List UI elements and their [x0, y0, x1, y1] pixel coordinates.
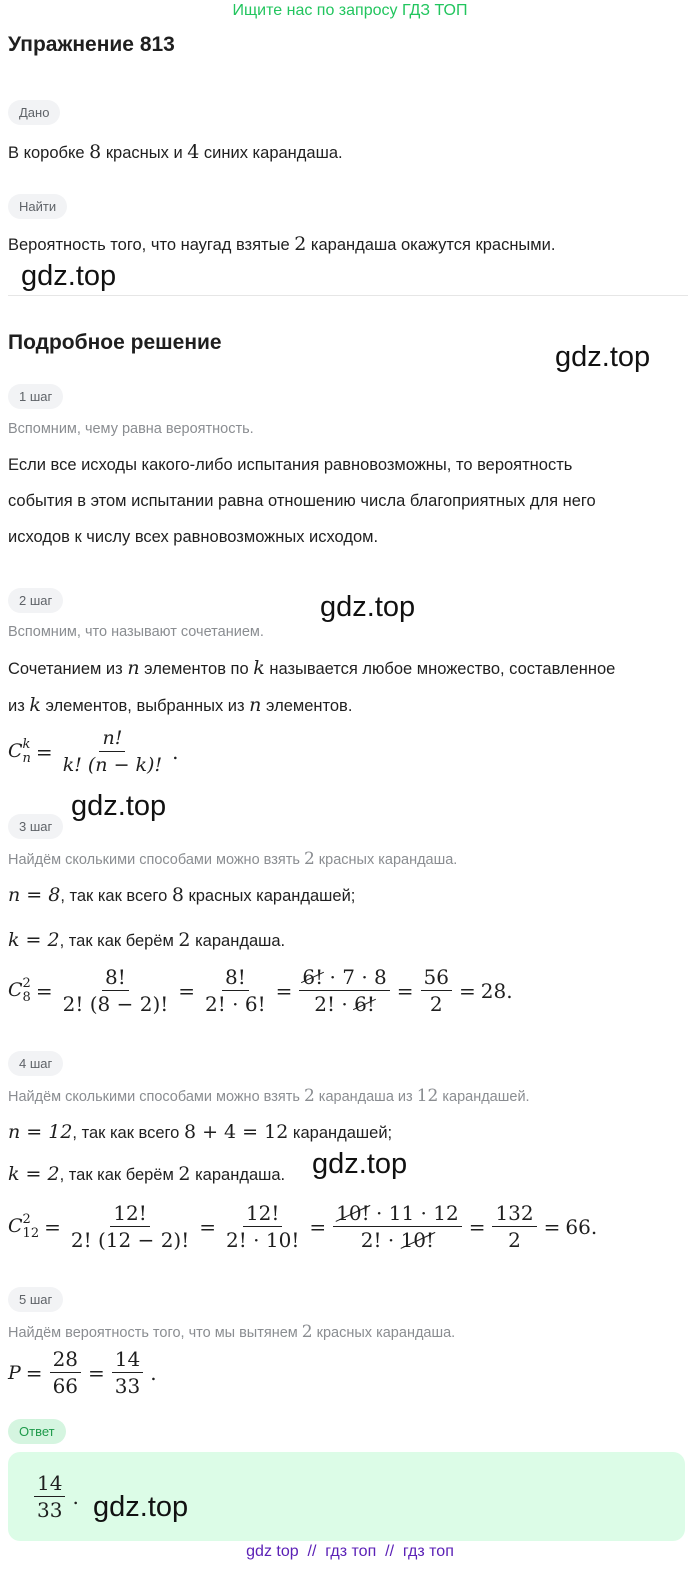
equals: =: [275, 978, 293, 1003]
step-1-text: [8, 447, 688, 555]
denominator: 2! (12 − 2)!: [70, 1228, 190, 1252]
equals: =: [396, 978, 414, 1003]
denominator: 33: [114, 1374, 141, 1398]
numerator: 12!: [110, 1202, 150, 1227]
step-5-pill: 5 шаг: [8, 1287, 63, 1312]
fraction: [421, 966, 452, 1015]
symbol: C: [8, 978, 23, 1001]
math: k = 2: [8, 1163, 60, 1185]
equals: =: [468, 1214, 486, 1239]
text: элементов, выбранных из: [40, 697, 250, 715]
watermark: gdz.top: [93, 1491, 189, 1523]
subscript: 8: [22, 989, 31, 1005]
period: .: [150, 1360, 157, 1385]
superscript: 2: [22, 1211, 31, 1227]
number: 2: [303, 849, 315, 869]
watermark: gdz.top: [71, 790, 167, 822]
text: Сочетанием из: [8, 660, 128, 678]
superscript: 2: [22, 975, 31, 991]
text: называется любое множество, составленное: [264, 660, 616, 678]
step-4-pill: 4 шаг: [8, 1051, 63, 1076]
find-pill: Найти: [8, 194, 67, 219]
answer-value: [32, 1472, 79, 1521]
number: 12: [416, 1086, 439, 1106]
step-2-label: [8, 588, 63, 613]
cancelled-term: 10!: [336, 1201, 370, 1225]
fraction: [333, 1202, 462, 1251]
text: элементов.: [261, 697, 353, 715]
given-text-c: синих карандаша.: [199, 144, 343, 162]
period: .: [172, 739, 179, 764]
step-5-hint: [8, 1322, 455, 1342]
watermark: gdz.top: [555, 341, 651, 373]
denominator: 2! · 6!: [205, 992, 266, 1016]
denominator: 2! (8 − 2)!: [62, 992, 169, 1016]
text: карандашей.: [438, 1089, 530, 1105]
step-4-label: [8, 1051, 63, 1076]
equals: =: [35, 978, 53, 1003]
fraction: [60, 966, 172, 1015]
step-2-hint: Вспомним, что называют сочетанием.: [8, 624, 264, 640]
math: k = 2: [8, 929, 60, 951]
numerator: 12!: [243, 1202, 283, 1227]
find-text: [8, 233, 555, 255]
given-num-a: 8: [89, 141, 102, 163]
numerator: [333, 1202, 462, 1227]
fraction: [68, 1202, 192, 1251]
combination-formula: [8, 727, 178, 776]
top-banner[interactable]: Ищите нас по запросу ГДЗ ТОП: [232, 2, 468, 19]
fraction: [60, 727, 165, 776]
equals: =: [543, 1214, 561, 1239]
find-text-a: Вероятность того, что наугад взятые: [8, 236, 295, 254]
numerator: 8!: [222, 966, 249, 991]
formula-lhs: P: [8, 1361, 21, 1384]
step-1-line: Если все исходы какого-либо испытания равновозможны, то вероятность: [8, 456, 573, 474]
term: · 7 · 8: [323, 965, 387, 989]
math: n = 12: [8, 1121, 73, 1143]
step-1-label: [8, 384, 63, 409]
step-1-line: события в этом испытании равна отношению числа благоприятных для него: [8, 492, 596, 510]
cancelled-term: 10!: [400, 1228, 435, 1252]
divider: [8, 295, 688, 296]
symbol: C: [8, 1214, 23, 1237]
step-5-label: [8, 1287, 63, 1312]
term: 2! ·: [314, 992, 355, 1016]
text: карандашей;: [288, 1124, 393, 1142]
denominator: 2: [429, 992, 443, 1016]
given-text: [8, 141, 343, 163]
probability-formula: [8, 1348, 157, 1397]
cancelled-term: 6!: [302, 965, 324, 989]
step-2-line: [8, 687, 688, 724]
fraction: [299, 966, 389, 1015]
equals: =: [35, 739, 53, 764]
text: Найдём сколькими способами можно взять: [8, 852, 304, 868]
fraction: [202, 966, 269, 1015]
subscript: 12: [22, 1225, 40, 1241]
text: , так как берём: [59, 1166, 179, 1184]
step-3-label: [8, 814, 63, 839]
fraction: [34, 1472, 65, 1521]
math: 8 + 4 = 12: [183, 1121, 289, 1143]
symbol: C: [8, 739, 23, 762]
answer-pill: Ответ: [8, 1419, 66, 1444]
text: карандаша.: [190, 932, 286, 950]
text: , так как берём: [59, 932, 179, 950]
text: красных карандаша.: [314, 852, 458, 868]
footer-links[interactable]: gdz top // гдз топ // гдз топ: [246, 1543, 454, 1560]
numerator: 132: [492, 1202, 536, 1227]
find-text-b: карандаша окажутся красными.: [306, 236, 556, 254]
numerator: 56: [421, 966, 452, 991]
term: 2! ·: [360, 1228, 401, 1252]
formula-lhs: [8, 738, 31, 766]
text: Найдём вероятность того, что мы вытянем: [8, 1325, 302, 1341]
step-2-text: [8, 650, 688, 724]
watermark: gdz.top: [320, 591, 416, 623]
denominator: 2! · 10!: [226, 1228, 300, 1252]
math: n = 8: [8, 884, 61, 906]
number: 2: [178, 1163, 191, 1185]
number: 2: [303, 1086, 315, 1106]
given-num-b: 4: [187, 141, 200, 163]
var-k: k: [29, 694, 41, 716]
formula-lhs: [8, 1213, 39, 1241]
formula-lhs: [8, 977, 31, 1005]
find-label: [8, 194, 67, 219]
equals: =: [25, 1360, 43, 1385]
find-num-a: 2: [294, 233, 307, 255]
step-4-formula: [8, 1202, 597, 1251]
solution-title: Подробное решение: [8, 331, 222, 354]
step-3-line-n: [8, 884, 355, 906]
subscript: n: [22, 750, 31, 766]
step-3-pill: 3 шаг: [8, 814, 63, 839]
superscript: k: [22, 736, 31, 752]
number: 2: [178, 929, 191, 951]
var-n: n: [127, 657, 140, 679]
text: элементов по: [139, 660, 254, 678]
numerator: n!: [99, 727, 125, 752]
numerator: [299, 966, 389, 991]
equals: =: [199, 1214, 217, 1239]
given-text-a: В коробке: [8, 144, 90, 162]
step-4-line-n: [8, 1121, 392, 1143]
fraction: [223, 1202, 302, 1251]
step-3-formula: [8, 966, 513, 1015]
result: 66.: [565, 1214, 598, 1239]
denominator: 66: [52, 1374, 79, 1398]
step-4-line-k: [8, 1163, 285, 1185]
text: Найдём сколькими способами можно взять: [8, 1089, 304, 1105]
period: .: [72, 1484, 79, 1509]
equals: =: [459, 978, 476, 1003]
page-title: Упражнение 813: [8, 33, 175, 56]
denominator: 2: [508, 1228, 521, 1252]
var-n: n: [249, 694, 262, 716]
step-2-line: [8, 650, 688, 687]
text: , так как всего: [60, 887, 172, 905]
numerator: 14: [112, 1348, 143, 1373]
step-2-pill: 2 шаг: [8, 588, 63, 613]
term: · 11 · 12: [369, 1201, 459, 1225]
numerator: 8!: [102, 966, 129, 991]
given-pill: Дано: [8, 100, 60, 125]
answer-label: [8, 1419, 66, 1444]
denominator: k! (n − k)!: [62, 754, 163, 776]
fraction: [50, 1348, 81, 1397]
step-1-line: исходов к числу всех равновозможных исходом.: [8, 528, 379, 546]
var-k: k: [253, 657, 265, 679]
equals: =: [309, 1214, 327, 1239]
numerator: 14: [34, 1472, 65, 1497]
fraction: [492, 1202, 536, 1251]
text: красных карандаша.: [312, 1325, 456, 1341]
watermark: gdz.top: [21, 260, 117, 292]
equals: =: [44, 1214, 61, 1239]
step-4-hint: [8, 1086, 530, 1106]
given-text-b: красных и: [101, 144, 188, 162]
watermark: gdz.top: [312, 1148, 408, 1180]
step-3-line-k: [8, 929, 285, 951]
denominator: [311, 991, 378, 1015]
step-1-pill: 1 шаг: [8, 384, 63, 409]
denominator: 33: [37, 1498, 63, 1522]
denominator: [358, 1227, 437, 1251]
step-1-hint: Вспомним, чему равна вероятность.: [8, 421, 254, 437]
cancelled-term: 6!: [354, 992, 375, 1016]
text: красных карандашей;: [183, 887, 356, 905]
equals: =: [178, 978, 196, 1003]
number: 8: [171, 884, 184, 906]
number: 2: [301, 1322, 313, 1342]
text: из: [8, 697, 30, 715]
result: 28.: [480, 978, 513, 1003]
numerator: 28: [50, 1348, 81, 1373]
text: , так как всего: [72, 1124, 184, 1142]
text: карандаша из: [314, 1089, 417, 1105]
given-label: [8, 100, 60, 125]
step-3-hint: [8, 849, 457, 869]
fraction: [112, 1348, 143, 1397]
text: карандаша.: [190, 1166, 286, 1184]
equals: =: [88, 1360, 105, 1385]
